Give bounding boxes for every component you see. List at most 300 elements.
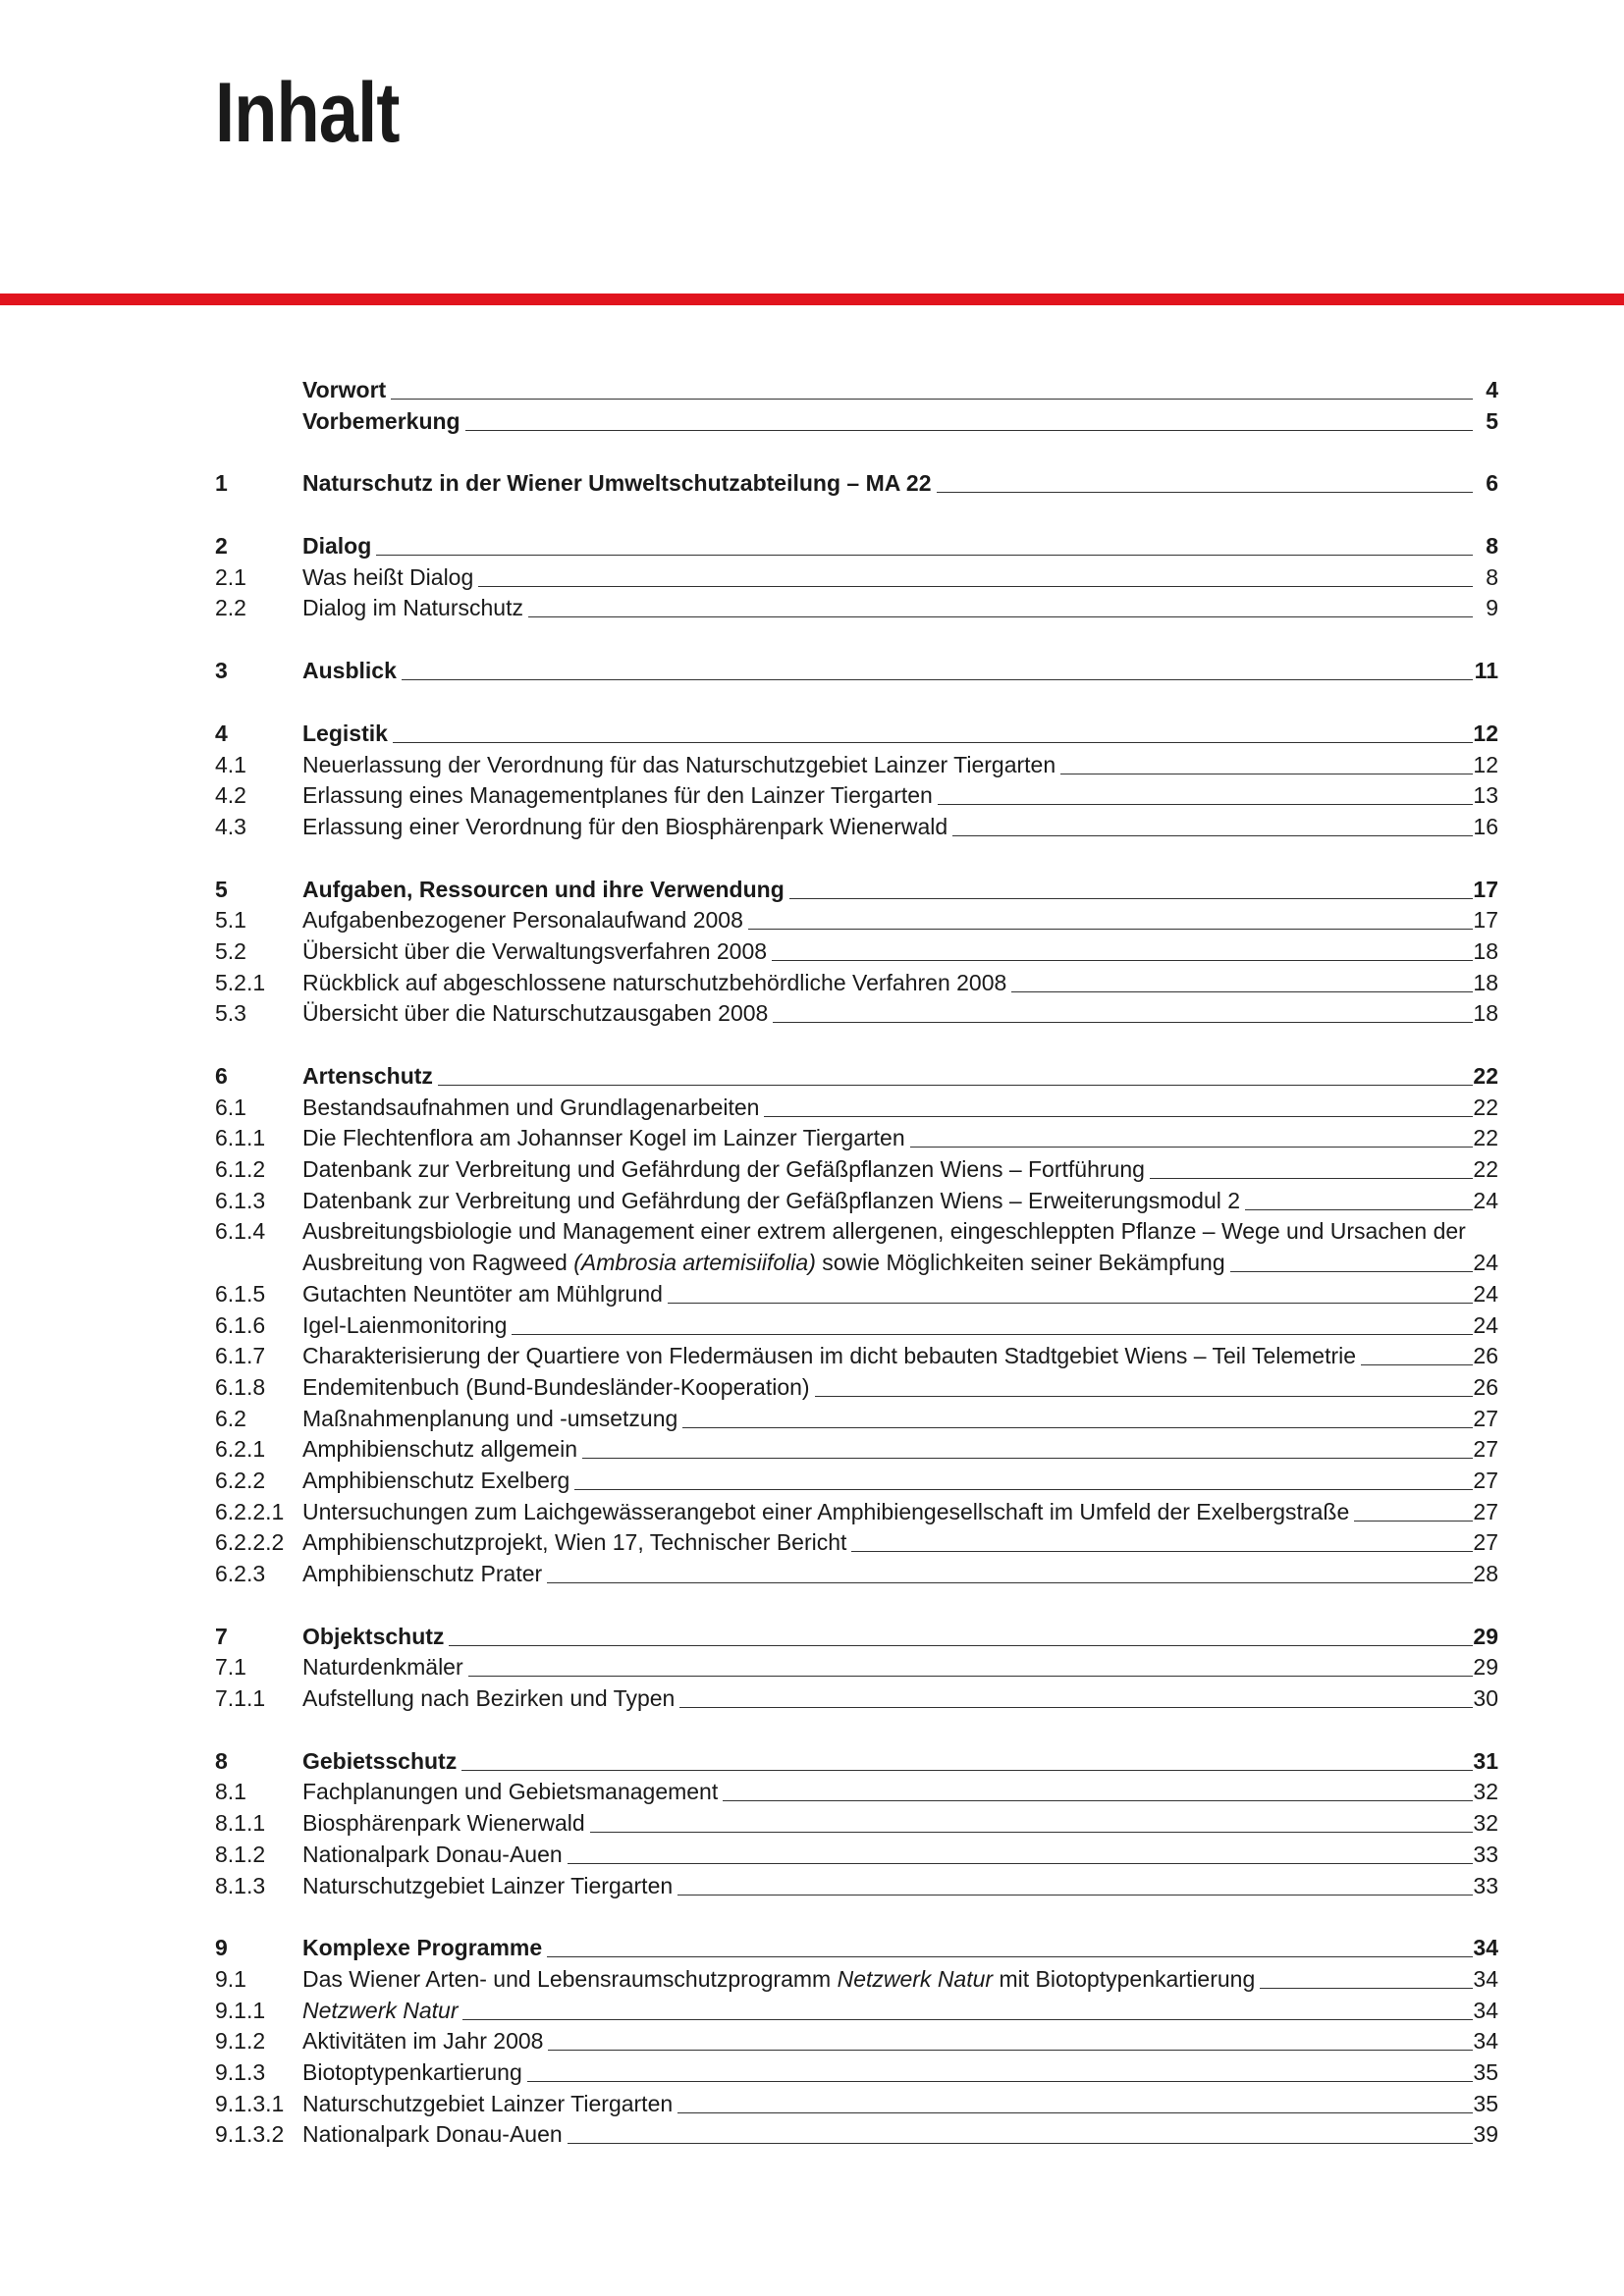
- toc-title-part: Vorbemerkung: [302, 407, 460, 434]
- toc-title-part: Amphibienschutz allgemein: [302, 1436, 577, 1463]
- toc-number: 5.3: [215, 1000, 246, 1027]
- toc-entry[interactable]: [215, 1310, 1498, 1342]
- toc-number: 9.1.3.2: [215, 2121, 285, 2148]
- toc-title-part: Nationalpark Donau-Auen: [302, 2121, 563, 2148]
- toc-content: [302, 1154, 1498, 1186]
- toc-content: [302, 2026, 1498, 2057]
- toc-entry[interactable]: [215, 1466, 1498, 1497]
- toc-page-number: 29: [1473, 1623, 1498, 1649]
- toc-title: [302, 1808, 590, 1840]
- toc-title-part: Biosphärenpark Wienerwald: [302, 1810, 585, 1837]
- toc-number: 5: [215, 876, 228, 902]
- toc-page-number: 24: [1473, 1187, 1498, 1213]
- toc-content: [302, 2089, 1498, 2120]
- toc-number: 6.2.2.2: [215, 1529, 285, 1556]
- toc-entry[interactable]: [215, 375, 1498, 406]
- toc-number: 8.1.1: [215, 1810, 266, 1837]
- toc-title-part: Untersuchungen zum Laichgewässerangebot einer Amphibiengesellschaft im Umfeld der Exelbergstraße: [302, 1498, 1350, 1524]
- toc-title-part: Nationalpark Donau-Auen: [302, 1841, 563, 1867]
- toc-leader-line: [302, 742, 1473, 743]
- toc-content: [302, 1466, 1498, 1497]
- toc-title: [302, 968, 1011, 999]
- toc-title-part: Aufgaben, Ressourcen und ihre Verwendung: [302, 876, 785, 902]
- toc-content: [302, 1372, 1498, 1404]
- toc-entry[interactable]: [215, 1434, 1498, 1466]
- toc-title: [302, 1341, 1361, 1372]
- toc-content: [302, 1871, 1498, 1902]
- toc-entry[interactable]: [215, 1933, 1498, 1964]
- toc-number: 6.1.8: [215, 1373, 266, 1400]
- toc-entry[interactable]: [215, 1186, 1498, 1217]
- toc-page-number: 26: [1473, 1373, 1498, 1400]
- toc-title: [302, 1996, 462, 2027]
- toc-content: [302, 468, 1498, 500]
- toc-entry[interactable]: [215, 1777, 1498, 1808]
- toc-entry[interactable]: [215, 1840, 1498, 1871]
- toc-entry[interactable]: [215, 1093, 1498, 1124]
- toc-number: 3: [215, 658, 228, 684]
- toc-title: [302, 2119, 568, 2151]
- toc-entry[interactable]: [215, 1279, 1498, 1310]
- toc-content: [302, 875, 1498, 906]
- toc-page-number: 27: [1473, 1405, 1498, 1431]
- toc-content: [302, 1683, 1498, 1715]
- toc-title: [302, 1871, 677, 1902]
- toc-title-part: Datenbank zur Verbreitung und Gefährdung der Gefäßpflanzen Wiens – Erweiterungsmodul 2: [302, 1187, 1241, 1213]
- toc-leader-line: [302, 679, 1473, 680]
- toc-entry[interactable]: [215, 1559, 1498, 1590]
- toc-content: [302, 750, 1498, 781]
- toc-entry[interactable]: [215, 1622, 1498, 1653]
- toc-page-number: 6: [1486, 470, 1498, 497]
- toc-section: [215, 656, 1498, 687]
- toc-entry[interactable]: [215, 2119, 1498, 2151]
- toc-page-number: 24: [1473, 1280, 1498, 1307]
- toc-entry[interactable]: [215, 1996, 1498, 2027]
- toc-content: [302, 406, 1498, 438]
- toc-page-number: 27: [1473, 1467, 1498, 1493]
- toc-title-part: Ausblick: [302, 658, 397, 684]
- toc-entry[interactable]: [215, 1964, 1498, 1996]
- toc-number: 2.2: [215, 595, 246, 621]
- toc-content: [302, 1186, 1498, 1217]
- toc-title-part: Naturschutzgebiet Lainzer Tiergarten: [302, 2090, 674, 2116]
- toc-page-number: 4: [1486, 377, 1498, 402]
- toc-title: Ausbreitungsbiologie und Management einer extrem allergenen, eingeschleppten Pflanze – Wege und Ursachen der: [302, 1218, 1466, 1245]
- toc-content: [302, 1093, 1498, 1124]
- toc-number: 6.1.3: [215, 1187, 266, 1213]
- toc-entry[interactable]: [215, 1372, 1498, 1404]
- toc-content: [302, 2057, 1498, 2089]
- toc-title: [302, 1186, 1245, 1217]
- toc-number: 4.2: [215, 782, 246, 809]
- toc-leader-line: [302, 1676, 1473, 1677]
- page-title: Inhalt: [215, 66, 400, 160]
- toc-section: [215, 1933, 1498, 2151]
- toc-page-number: 33: [1473, 1841, 1498, 1867]
- toc-entry[interactable]: [215, 1497, 1498, 1528]
- toc-title: [302, 468, 937, 500]
- toc-page-number: 26: [1473, 1343, 1498, 1369]
- toc-page-number: 33: [1473, 1872, 1498, 1898]
- toc-title-part: Amphibienschutz Exelberg: [302, 1467, 570, 1493]
- toc-number: 5.2.1: [215, 969, 266, 995]
- toc-title: [302, 1154, 1150, 1186]
- toc-title-part: Amphibienschutzprojekt, Wien 17, Technischer Bericht: [302, 1529, 847, 1556]
- toc-title: [302, 1279, 668, 1310]
- toc-title: [302, 1372, 815, 1404]
- toc-number: 9.1.2: [215, 2028, 266, 2055]
- toc-title-part: Erlassung einer Verordnung für den Biosphärenpark Wienerwald: [302, 813, 948, 839]
- toc-page-number: 22: [1473, 1094, 1498, 1120]
- toc-entry[interactable]: [215, 875, 1498, 906]
- toc-content: [302, 968, 1498, 999]
- toc-content: [302, 375, 1498, 406]
- toc-title-part: Fachplanungen und Gebietsmanagement: [302, 1779, 719, 1805]
- toc-title: [302, 875, 789, 906]
- toc-number: 6.1: [215, 1094, 246, 1120]
- toc-title: [302, 1746, 461, 1778]
- toc-content: [302, 1933, 1498, 1964]
- toc-title-part: Bestandsaufnahmen und Grundlagenarbeiten: [302, 1094, 760, 1120]
- toc-entry[interactable]: [215, 1808, 1498, 1840]
- toc-title: [302, 750, 1060, 781]
- toc-number: 8: [215, 1747, 228, 1774]
- toc-title-part: Naturschutz in der Wiener Umweltschutzabteilung – MA 22: [302, 470, 932, 497]
- toc-page-number: 24: [1473, 1311, 1498, 1338]
- toc-entry[interactable]: [215, 719, 1498, 750]
- toc-title-part: Naturschutzgebiet Lainzer Tiergarten: [302, 1872, 674, 1898]
- toc-entry[interactable]: [215, 780, 1498, 812]
- toc-number: 6.1.7: [215, 1343, 266, 1369]
- toc-entry[interactable]: [215, 1341, 1498, 1372]
- toc-entry[interactable]: [215, 750, 1498, 781]
- toc-number: 7.1.1: [215, 1685, 266, 1712]
- toc-page-number: 24: [1473, 1250, 1498, 1276]
- toc-title: [302, 1622, 449, 1653]
- toc-entry[interactable]: [215, 2089, 1498, 2120]
- toc-content: [302, 1777, 1498, 1808]
- toc-title: [302, 1777, 723, 1808]
- toc-content: [302, 1123, 1498, 1154]
- toc-title-part: Gutachten Neuntöter am Mühlgrund: [302, 1280, 663, 1307]
- toc-content: [302, 562, 1498, 594]
- toc-entry[interactable]: [215, 531, 1498, 562]
- toc-title-part: Die Flechtenflora am Johannser Kogel im Lainzer Tiergarten: [302, 1125, 905, 1151]
- toc-number: 4: [215, 720, 228, 746]
- toc-title-part: Aktivitäten im Jahr 2008: [302, 2028, 544, 2055]
- toc-number: 6.1.1: [215, 1125, 266, 1151]
- toc-number: 7: [215, 1623, 228, 1649]
- toc-page-number: 16: [1473, 813, 1498, 839]
- toc-page-number: 27: [1473, 1498, 1498, 1524]
- toc-entry[interactable]: [215, 2026, 1498, 2057]
- toc-title-part: Übersicht über die Naturschutzausgaben 2008: [302, 1000, 769, 1027]
- toc-content: [302, 1808, 1498, 1840]
- toc-title: [302, 998, 773, 1030]
- toc-number: 6.2.1: [215, 1436, 266, 1463]
- toc-title-part: sowie Möglichkeiten seiner Bekämpfung: [815, 1250, 1225, 1276]
- toc-section: [215, 468, 1498, 500]
- toc-title-italic: (Ambrosia artemisiifolia): [573, 1250, 816, 1276]
- toc-number: 6.2.2.1: [215, 1498, 285, 1524]
- toc-title: [302, 1527, 851, 1559]
- toc-title: [302, 1061, 438, 1093]
- toc-title: [302, 780, 938, 812]
- toc-title: [302, 1123, 910, 1154]
- toc-content: [302, 1527, 1498, 1559]
- toc-content: [302, 1964, 1498, 1996]
- toc-entry[interactable]: [215, 1746, 1498, 1778]
- toc-title: [302, 1840, 568, 1871]
- toc-number: 9: [215, 1935, 228, 1961]
- toc-content: [302, 1434, 1498, 1466]
- toc-title: [302, 2026, 548, 2057]
- toc-title: [302, 1652, 468, 1683]
- toc-title-part: Artenschutz: [302, 1063, 433, 1089]
- toc-title: [302, 562, 478, 594]
- toc-entry[interactable]: [215, 1061, 1498, 1093]
- toc-page-number: 34: [1473, 2028, 1498, 2055]
- toc-number: 2: [215, 533, 228, 560]
- toc-title: [302, 656, 402, 687]
- toc-page-number: 18: [1473, 937, 1498, 964]
- toc-content: [302, 1840, 1498, 1871]
- toc-title-part: Datenbank zur Verbreitung und Gefährdung der Gefäßpflanzen Wiens – Fortführung: [302, 1156, 1145, 1183]
- toc-title-part: Endemitenbuch (Bund-Bundesländer-Kooperation): [302, 1373, 810, 1400]
- toc-title-part: Dialog: [302, 533, 372, 560]
- toc-title-part: Vorwort: [302, 377, 387, 402]
- toc-title: [302, 375, 391, 406]
- toc-page-number: 13: [1473, 782, 1498, 809]
- toc-number: 6.1.6: [215, 1311, 266, 1338]
- toc-content: [302, 1279, 1498, 1310]
- toc-entry[interactable]: [215, 656, 1498, 687]
- toc-entry[interactable]: [215, 968, 1498, 999]
- toc-page-number: 22: [1473, 1156, 1498, 1183]
- toc-number: 9.1.3: [215, 2058, 266, 2085]
- toc-page-number: 34: [1473, 1935, 1498, 1961]
- toc-page-number: 5: [1486, 407, 1498, 434]
- toc-number: 6: [215, 1063, 228, 1089]
- toc-page-number: 8: [1486, 563, 1498, 590]
- toc-title-part: Biotoptypenkartierung: [302, 2058, 522, 2085]
- toc-number: 6.1.4: [215, 1218, 266, 1245]
- toc-number: 8.1.2: [215, 1841, 266, 1867]
- toc-content: [302, 1652, 1498, 1683]
- toc-title-part: Aufstellung nach Bezirken und Typen: [302, 1685, 676, 1712]
- toc-entry[interactable]: [215, 468, 1498, 500]
- toc-page-number: 32: [1473, 1779, 1498, 1805]
- toc-page-number: 18: [1473, 969, 1498, 995]
- table-of-contents: [215, 375, 1498, 2182]
- toc-title: [302, 719, 393, 750]
- toc-page-number: 11: [1474, 658, 1498, 684]
- toc-title: [302, 936, 772, 968]
- toc-page-number: 39: [1473, 2121, 1498, 2148]
- toc-number: 9.1: [215, 1965, 246, 1992]
- toc-number: 9.1.1: [215, 1997, 266, 2023]
- toc-title-part: Rückblick auf abgeschlossene naturschutzbehördliche Verfahren 2008: [302, 969, 1007, 995]
- toc-number: 7.1: [215, 1654, 246, 1681]
- toc-entry[interactable]: [215, 1652, 1498, 1683]
- toc-title: [302, 1466, 574, 1497]
- toc-content: [302, 656, 1498, 687]
- toc-title-italic: Netzwerk Natur: [837, 1965, 994, 1992]
- toc-entry[interactable]: [215, 1683, 1498, 1715]
- toc-page-number: 18: [1473, 1000, 1498, 1027]
- toc-content: [302, 1622, 1498, 1653]
- toc-entry[interactable]: [215, 1154, 1498, 1186]
- toc-title-part: Das Wiener Arten- und Lebensraumschutzprogramm: [302, 1965, 838, 1992]
- toc-title-part: Amphibienschutz Prater: [302, 1561, 543, 1587]
- toc-page-number: 34: [1473, 1965, 1498, 1992]
- toc-title-part: Aufgabenbezogener Personalaufwand 2008: [302, 907, 743, 934]
- toc-title: [302, 531, 376, 562]
- toc-page-number: 22: [1473, 1063, 1498, 1089]
- toc-page-number: 32: [1473, 1810, 1498, 1837]
- toc-entry[interactable]: [215, 406, 1498, 438]
- toc-entry[interactable]: [215, 1216, 1498, 1278]
- toc-title-part: Was heißt Dialog: [302, 563, 474, 590]
- toc-title-part: Gebietsschutz: [302, 1747, 458, 1774]
- toc-leader-line: [302, 2019, 1473, 2020]
- toc-page-number: 12: [1473, 720, 1498, 746]
- toc-content: [302, 1404, 1498, 1435]
- toc-title: [302, 1093, 764, 1124]
- toc-page-number: 27: [1473, 1529, 1498, 1556]
- toc-page-number: 29: [1473, 1654, 1498, 1681]
- toc-leader-line: [302, 1085, 1473, 1086]
- toc-title-italic: Netzwerk Natur: [302, 1997, 459, 2023]
- toc-title: [302, 1497, 1354, 1528]
- toc-title-part: Charakterisierung der Quartiere von Fledermäusen im dicht bebauten Stadtgebiet Wiens – Teil Telemetrie: [302, 1343, 1357, 1369]
- toc-leader-line: [302, 399, 1473, 400]
- toc-content: [302, 905, 1498, 936]
- toc-title: [302, 593, 528, 624]
- toc-number: 5.2: [215, 937, 246, 964]
- toc-entry[interactable]: [215, 936, 1498, 968]
- toc-title-part: Erlassung eines Managementplanes für den Lainzer Tiergarten: [302, 782, 933, 809]
- toc-content: [302, 1996, 1498, 2027]
- toc-title-part: Ausbreitung von Ragweed: [302, 1250, 574, 1276]
- toc-page-number: 22: [1473, 1125, 1498, 1151]
- toc-content: [302, 998, 1498, 1030]
- toc-content: [302, 1216, 1498, 1278]
- toc-page-number: 8: [1486, 533, 1498, 560]
- toc-page-number: 35: [1473, 2058, 1498, 2085]
- toc-content: [302, 780, 1498, 812]
- toc-page-number: 12: [1473, 751, 1498, 777]
- toc-title: [302, 1559, 547, 1590]
- toc-number: 4.3: [215, 813, 246, 839]
- toc-title-part: mit Biotoptypenkartierung: [993, 1965, 1256, 1992]
- toc-page-number: 17: [1473, 907, 1498, 934]
- toc-title-part: Objektschutz: [302, 1623, 445, 1649]
- toc-title: [302, 1933, 547, 1964]
- toc-entry[interactable]: [215, 998, 1498, 1030]
- toc-title: [302, 1310, 512, 1342]
- toc-number: 4.1: [215, 751, 246, 777]
- toc-number: 5.1: [215, 907, 246, 934]
- toc-section: [215, 875, 1498, 1030]
- toc-entry[interactable]: [215, 1123, 1498, 1154]
- toc-title-part: Komplexe Programme: [302, 1935, 543, 1961]
- toc-title: [302, 1404, 682, 1435]
- toc-title-part: Naturdenkmäler: [302, 1654, 463, 1681]
- toc-content: [302, 719, 1498, 750]
- toc-title: [302, 406, 465, 438]
- toc-entry[interactable]: [215, 2057, 1498, 2089]
- toc-content: [302, 593, 1498, 624]
- toc-content: [302, 1497, 1498, 1528]
- toc-page-number: 27: [1473, 1436, 1498, 1463]
- toc-page-number: 30: [1473, 1685, 1498, 1712]
- toc-leader-line: [302, 1770, 1473, 1771]
- toc-title-part: Igel-Laienmonitoring: [302, 1311, 508, 1338]
- toc-page-number: 28: [1473, 1561, 1498, 1587]
- toc-leader-line: [302, 555, 1473, 556]
- toc-section: [215, 1746, 1498, 1901]
- toc-number: 8.1.3: [215, 1872, 266, 1898]
- toc-section: [215, 1061, 1498, 1590]
- toc-entry[interactable]: [215, 905, 1498, 936]
- toc-number: 6.2.2: [215, 1467, 266, 1493]
- toc-page-number: 35: [1473, 2090, 1498, 2116]
- toc-number: 6.1.2: [215, 1156, 266, 1183]
- toc-page-number: 9: [1486, 595, 1498, 621]
- toc-content: [302, 2119, 1498, 2151]
- toc-entry[interactable]: [215, 593, 1498, 624]
- toc-number: 6.2.3: [215, 1561, 266, 1587]
- toc-content: [302, 1559, 1498, 1590]
- toc-content: [302, 531, 1498, 562]
- toc-section: [215, 1622, 1498, 1715]
- toc-title: [302, 1434, 582, 1466]
- toc-title: [302, 2089, 677, 2120]
- toc-title: [302, 1248, 1230, 1279]
- toc-content: [302, 936, 1498, 968]
- toc-content: [302, 812, 1498, 843]
- toc-title: [302, 812, 952, 843]
- toc-number: 1: [215, 470, 228, 497]
- toc-title: [302, 1683, 679, 1715]
- toc-number: 6.1.5: [215, 1280, 266, 1307]
- toc-entry[interactable]: [215, 562, 1498, 594]
- toc-title: [302, 1964, 1260, 1996]
- toc-entry[interactable]: [215, 1871, 1498, 1902]
- toc-entry[interactable]: [215, 812, 1498, 843]
- red-divider: [0, 294, 1624, 305]
- toc-content: [302, 1310, 1498, 1342]
- toc-content: [302, 1746, 1498, 1778]
- toc-entry[interactable]: [215, 1404, 1498, 1435]
- toc-number: 6.2: [215, 1405, 246, 1431]
- toc-leader-line: [302, 430, 1473, 431]
- toc-section: [215, 531, 1498, 624]
- toc-number: 8.1: [215, 1779, 246, 1805]
- toc-content: [302, 1061, 1498, 1093]
- toc-entry[interactable]: [215, 1527, 1498, 1559]
- toc-page-number: 31: [1473, 1747, 1498, 1774]
- toc-leader-line: [302, 1645, 1473, 1646]
- toc-page-number: 17: [1473, 876, 1498, 902]
- toc-title: [302, 905, 748, 936]
- toc-section: [215, 375, 1498, 437]
- toc-title: [302, 2057, 527, 2089]
- toc-title-part: Maßnahmenplanung und -umsetzung: [302, 1405, 678, 1431]
- toc-number: 2.1: [215, 563, 246, 590]
